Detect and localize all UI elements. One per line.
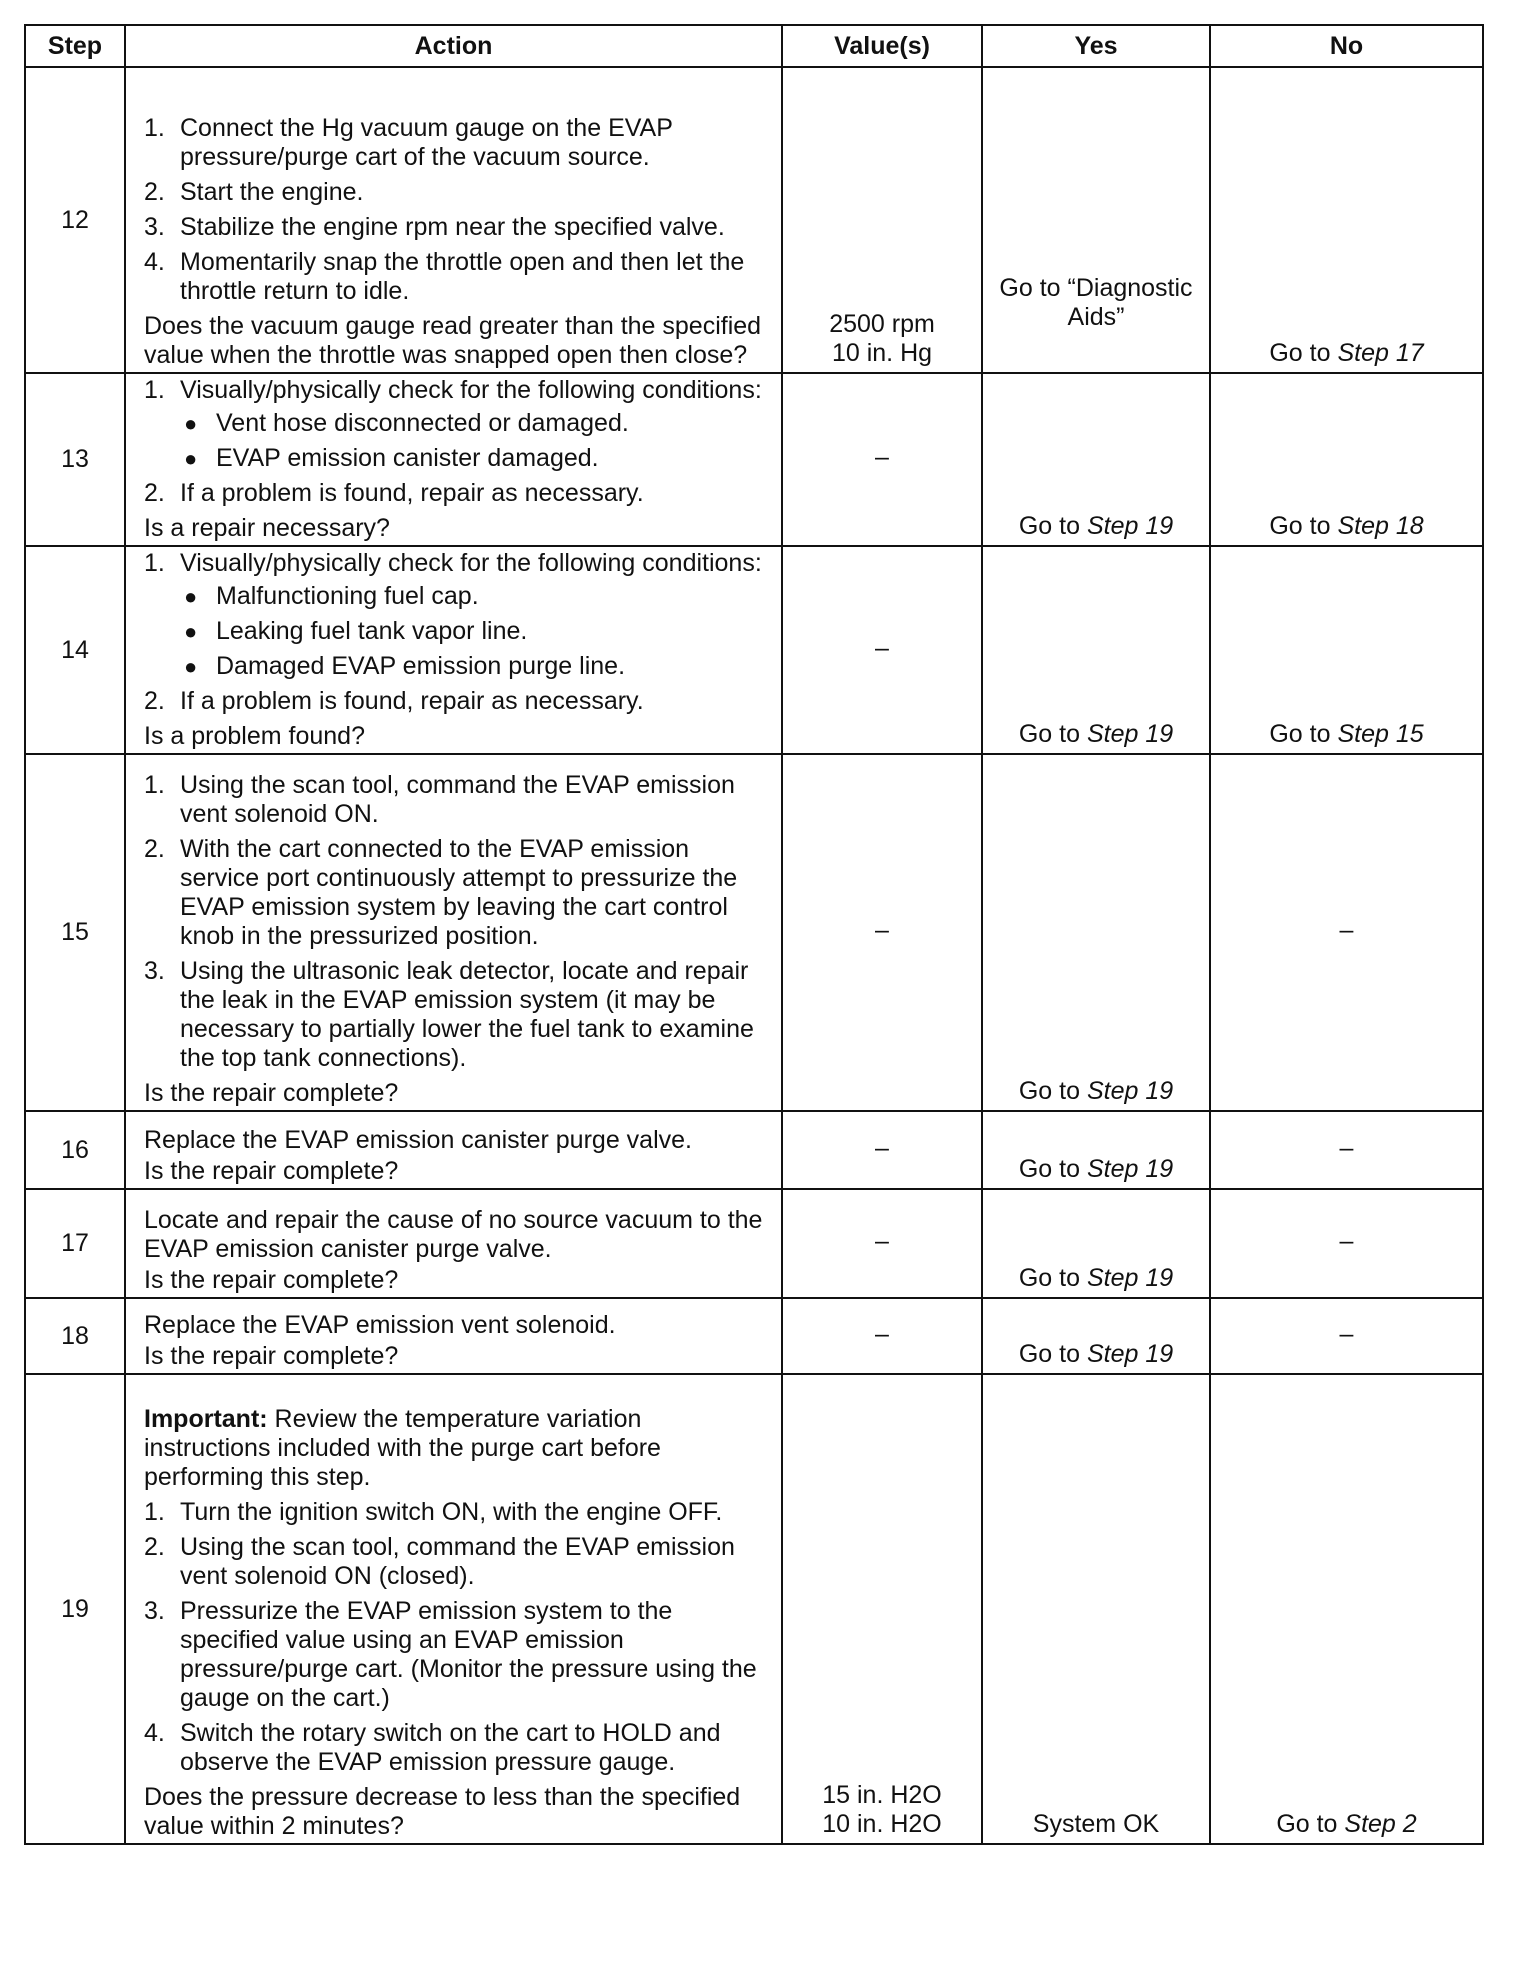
value-text: 15 in. H2O	[822, 1781, 942, 1809]
action-list	[144, 1498, 773, 1777]
question-text: Is a problem found?	[144, 722, 365, 750]
values-cell	[782, 67, 982, 373]
no-cell: Go to Step 17	[1210, 67, 1483, 373]
yes-cell: Go to Step 19	[982, 1189, 1210, 1298]
question-text: Does the pressure decrease to less than the specified value within 2 minutes?	[144, 1783, 741, 1840]
table-row-step-17	[25, 1189, 1483, 1298]
yes-cell: Go to Step 19	[982, 373, 1210, 546]
value-text: 10 in. Hg	[831, 339, 933, 367]
action-text: Locate and repair the cause of no source vacuum to the EVAP emission canister purge valve.	[144, 1206, 763, 1263]
action-cell	[125, 546, 782, 754]
question-text: Is the repair complete?	[144, 1266, 399, 1294]
header-no: No	[1210, 25, 1483, 67]
list-item: 2. Using the scan tool, command the EVAP emission vent solenoid ON (closed).	[144, 1533, 735, 1590]
table-row-step-12	[25, 67, 1483, 373]
step-number: 13	[25, 373, 125, 546]
table-row-step-14	[25, 546, 1483, 754]
action-cell	[125, 1111, 782, 1189]
action-list	[144, 771, 773, 1073]
question-text: Is the repair complete?	[144, 1342, 399, 1370]
bullet-item: ● Damaged EVAP emission purge line.	[180, 652, 773, 681]
bullet-list	[180, 582, 773, 681]
no-cell: –	[1210, 1111, 1483, 1189]
action-list	[144, 376, 773, 508]
no-cell: Go to Step 2	[1210, 1374, 1483, 1844]
action-cell	[125, 1374, 782, 1844]
value-text: 10 in. H2O	[822, 1810, 942, 1838]
step-number: 16	[25, 1111, 125, 1189]
list-item: 2. Start the engine.	[144, 178, 364, 206]
bullet-item: ● EVAP emission canister damaged.	[180, 444, 773, 473]
action-cell	[125, 373, 782, 546]
list-item: 1. Visually/physically check for the following conditions: ● Malfunctioning fuel cap. ● Leaking fuel tank vapor line. ● Damaged EVAP emission purge line.	[144, 549, 773, 681]
step-number: 12	[25, 67, 125, 373]
action-list	[144, 114, 773, 306]
values-cell: –	[782, 546, 982, 754]
action-cell	[125, 754, 782, 1111]
list-item: 4. Switch the rotary switch on the cart to HOLD and observe the EVAP emission pressure gauge.	[144, 1719, 721, 1776]
step-number: 18	[25, 1298, 125, 1374]
values-cell	[782, 1374, 982, 1844]
header-row	[25, 25, 1483, 67]
header-step: Step	[25, 25, 125, 67]
action-list	[144, 549, 773, 716]
list-item: 1. Turn the ignition switch ON, with the engine OFF.	[144, 1498, 723, 1526]
table-row-step-16	[25, 1111, 1483, 1189]
action-text: Replace the EVAP emission vent solenoid.	[144, 1311, 616, 1339]
question-text: Is a repair necessary?	[144, 514, 390, 542]
bullet-list	[180, 409, 773, 473]
values-cell: –	[782, 373, 982, 546]
value-text: 2500 rpm	[829, 310, 935, 338]
list-item: 1. Visually/physically check for the following conditions: ● Vent hose disconnected or damaged. ● EVAP emission canister damaged.	[144, 376, 773, 473]
header-yes: Yes	[982, 25, 1210, 67]
yes-cell: Go to Step 19	[982, 546, 1210, 754]
step-number: 14	[25, 546, 125, 754]
values-cell: –	[782, 1111, 982, 1189]
yes-cell: System OK	[982, 1374, 1210, 1844]
table-row-step-15	[25, 754, 1483, 1111]
action-cell	[125, 1298, 782, 1374]
list-item: 2. If a problem is found, repair as necessary.	[144, 687, 644, 715]
yes-cell: Go to Step 19	[982, 1111, 1210, 1189]
action-cell	[125, 1189, 782, 1298]
list-item: 3. Pressurize the EVAP emission system to the specified value using an EVAP emission pressure/purge cart. (Monitor the pressure using the gauge on the cart.)	[144, 1597, 757, 1712]
no-cell: –	[1210, 754, 1483, 1111]
bullet-item: ● Malfunctioning fuel cap.	[180, 582, 773, 611]
diagnostic-table	[24, 24, 1484, 1845]
list-item: 3. Stabilize the engine rpm near the specified valve.	[144, 213, 725, 241]
question-text: Is the repair complete?	[144, 1079, 399, 1107]
values-cell: –	[782, 1189, 982, 1298]
step-number: 15	[25, 754, 125, 1111]
no-cell: –	[1210, 1298, 1483, 1374]
list-item: 4. Momentarily snap the throttle open and then let the throttle return to idle.	[144, 248, 745, 305]
no-cell: –	[1210, 1189, 1483, 1298]
action-text: Replace the EVAP emission canister purge valve.	[144, 1126, 692, 1154]
diagnostic-table-page	[24, 24, 1482, 1845]
bullet-item: ● Leaking fuel tank vapor line.	[180, 617, 773, 646]
list-item: 1. Connect the Hg vacuum gauge on the EVAP pressure/purge cart of the vacuum source.	[144, 114, 673, 171]
table-row-step-19	[25, 1374, 1483, 1844]
values-cell: –	[782, 754, 982, 1111]
table-row-step-18	[25, 1298, 1483, 1374]
header-action: Action	[125, 25, 782, 67]
list-item: 2. With the cart connected to the EVAP emission service port continuously attempt to pressurize the EVAP emission system by leaving the cart control knob in the pressurized position.	[144, 835, 738, 950]
no-cell: Go to Step 18	[1210, 373, 1483, 546]
no-cell: Go to Step 15	[1210, 546, 1483, 754]
list-item: 3. Using the ultrasonic leak detector, locate and repair the leak in the EVAP emission system (it may be necessary to partially lower the fuel tank to examine the top tank connections).	[144, 957, 754, 1072]
action-cell	[125, 67, 782, 373]
step-number: 19	[25, 1374, 125, 1844]
values-cell: –	[782, 1298, 982, 1374]
question-text: Does the vacuum gauge read greater than the specified value when the throttle was snapped open then close?	[144, 312, 762, 369]
important-note: Important: Review the temperature variation instructions included with the purge cart before performing this step.	[144, 1405, 661, 1491]
list-item: 2. If a problem is found, repair as necessary.	[144, 479, 644, 507]
bullet-item: ● Vent hose disconnected or damaged.	[180, 409, 773, 438]
yes-cell: Go to Step 19	[982, 1298, 1210, 1374]
step-number: 17	[25, 1189, 125, 1298]
question-text: Is the repair complete?	[144, 1157, 399, 1185]
yes-cell: Go to Step 19	[982, 754, 1210, 1111]
table-row-step-13	[25, 373, 1483, 546]
yes-cell: Go to “Diagnostic Aids”	[982, 67, 1210, 373]
list-item: 1. Using the scan tool, command the EVAP emission vent solenoid ON.	[144, 771, 735, 828]
header-values: Value(s)	[782, 25, 982, 67]
